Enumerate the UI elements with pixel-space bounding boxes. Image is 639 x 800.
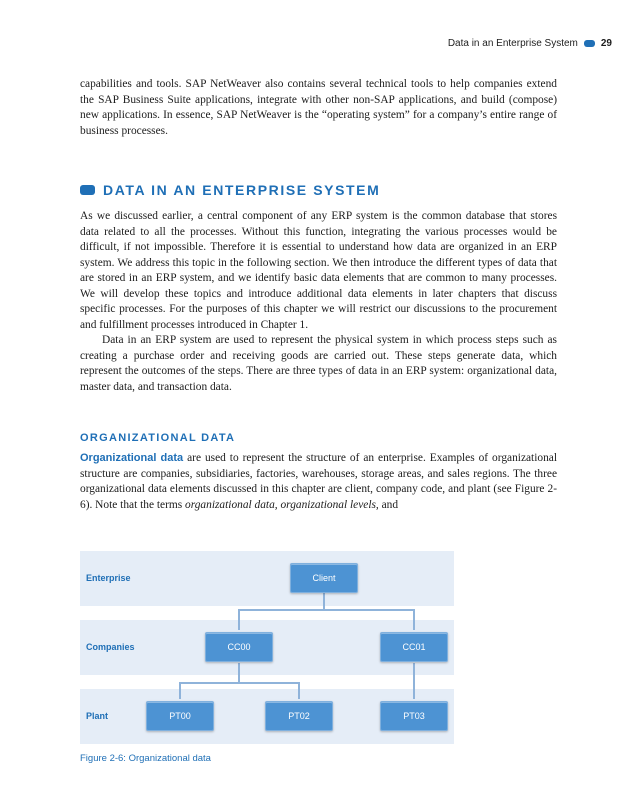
subsection-heading: ORGANIZATIONAL DATA	[80, 432, 236, 444]
paragraph-data-intro: As we discussed earlier, a central component of any ERP system is the common database that stores data related to all the processes. Without this function, integrating the various processes would be difficult, if not impossible. Therefore it is essential to understand how data are organized in an ERP system. We address this topic in the following section. We then introduce the different types of data that are stored in an ERP system, and we identify basic data elements that are common to many processes. We will develop these topics and introduce additional data elements in later chapters that discuss specific processes. For the purposes of this chapter we will restrict our discussions to the procurement and fulfillment processes introduced in Chapter 1.	[80, 210, 557, 331]
node-pt03: PT03	[380, 701, 448, 731]
connector-cc00-up	[238, 609, 240, 630]
page-number: 29	[600, 38, 612, 49]
connector-pt02-up	[298, 682, 300, 699]
node-pt02: PT02	[265, 701, 333, 731]
italic-terms: organizational data, organizational levels,	[185, 498, 379, 511]
paragraph-netweaver: capabilities and tools. SAP NetWeaver also contains several technical tools to help companies extend the SAP Business Suite applications, integrate with other non-SAP applications, and build (compose) new applications. In essence, SAP NetWeaver is the “operating system” for a company’s entire range of business processes.	[80, 78, 557, 137]
node-cc01: CC01	[380, 632, 448, 662]
connector-client-down	[323, 593, 325, 610]
figure-caption: Figure 2-6: Organizational data	[80, 753, 211, 764]
paragraph-data-types: Data in an ERP system are used to represent the physical system in which process steps such as creating a purchase order and receiving goods are carried out. These steps generate data, which represent the outcomes of the steps. There are three types of data in an ERP system: organizational data, master data, and transaction data.	[80, 334, 557, 393]
node-pt00: PT00	[146, 701, 214, 731]
key-term: Organizational data	[80, 452, 184, 464]
node-cc00: CC00	[205, 632, 273, 662]
connector-companies-bar	[238, 609, 415, 611]
node-client: Client	[290, 563, 358, 593]
section-marker-icon	[80, 185, 95, 195]
connector-plants-bar	[179, 682, 300, 684]
paragraph-text: are used to represent the structure of an enterprise. Examples of organizational structure are companies, subsidiaries, factories, warehouses, storage areas, and sales regions. The three organizational data elements discussed in this chapter are client, company code, and plant (see Figure 2-6). Note that the terms	[80, 452, 557, 511]
section-heading	[80, 182, 380, 198]
running-head-title: Data in an Enterprise System	[447, 38, 578, 49]
level-label-companies: Companies	[86, 642, 135, 652]
paragraph-end: and	[378, 498, 399, 511]
band-enterprise	[80, 551, 454, 606]
level-label-plant: Plant	[86, 711, 109, 721]
connector-pt00-up	[179, 682, 181, 699]
connector-cc01-pt03	[413, 663, 415, 699]
section-heading-text: DATA IN AN ENTERPRISE SYSTEM	[103, 182, 381, 198]
running-head-marker-icon	[584, 40, 595, 47]
running-head	[448, 38, 612, 49]
connector-cc00-down	[238, 663, 240, 683]
paragraph-organizational-data	[80, 451, 557, 513]
org-data-figure	[80, 551, 454, 744]
level-label-enterprise: Enterprise	[86, 573, 131, 583]
connector-cc01-up	[413, 609, 415, 630]
